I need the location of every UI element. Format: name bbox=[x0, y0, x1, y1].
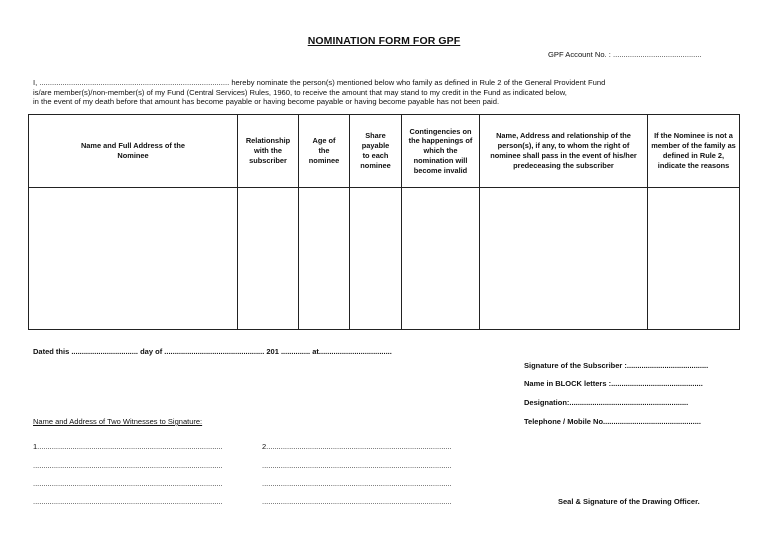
table-row bbox=[29, 188, 740, 330]
witness-1-line-2: ........................................................................................... bbox=[33, 461, 223, 470]
nominee-table bbox=[28, 114, 740, 330]
drawing-officer-seal: Seal & Signature of the Drawing Officer. bbox=[558, 497, 700, 506]
witnesses-heading: Name and Address of Two Witnesses to Signature: bbox=[33, 417, 203, 426]
telephone-mobile: Telephone / Mobile No............................................... bbox=[524, 417, 701, 426]
col-header-age: Age of the nominee bbox=[299, 115, 350, 188]
cell-share[interactable] bbox=[350, 188, 402, 330]
cell-reasons[interactable] bbox=[648, 188, 740, 330]
gpf-account-no: GPF Account No. : .......................................... bbox=[548, 50, 702, 59]
col-header-share: Share payable to each nominee bbox=[350, 115, 402, 188]
page-title: NOMINATION FORM FOR GPF bbox=[307, 35, 461, 47]
designation: Designation:......................................................... bbox=[524, 398, 689, 407]
cell-name-address[interactable] bbox=[29, 188, 238, 330]
name-block-letters: Name in BLOCK letters :............................................ bbox=[524, 379, 703, 388]
signature-subscriber: Signature of the Subscriber :....................................... bbox=[524, 361, 709, 370]
col-header-name-address: Name and Full Address of the Nominee bbox=[29, 115, 238, 188]
witness-1-line-4: ........................................................................................... bbox=[33, 497, 223, 506]
cell-relationship[interactable] bbox=[238, 188, 299, 330]
declaration-line-2: is/are member(s)/non-member(s) of my Fund (Central Services) Rules, 1960, to receive the amount that may stand to my credit in the Fund as indicated below, bbox=[33, 87, 567, 97]
col-header-contingencies: Contingencies on the happenings of which the nomination will become invalid bbox=[402, 115, 480, 188]
col-header-successor: Name, Address and relationship of the person(s), if any, to whom the right of nominee shall pass in the event of his/her predeceasing the subscriber bbox=[480, 115, 648, 188]
table-header-row bbox=[29, 115, 740, 188]
witness-1-line-3: ........................................................................................... bbox=[33, 479, 223, 488]
col-header-reasons: If the Nominee is not a member of the family as defined in Rule 2, indicate the reasons bbox=[648, 115, 740, 188]
witness-2-line-1: 2......................................................................................... bbox=[262, 442, 452, 451]
witness-2-line-3: ........................................................................................... bbox=[262, 479, 452, 488]
col-header-relationship: Relationship with the subscriber bbox=[238, 115, 299, 188]
dated-line: Dated this ................................ day of ................................................ 201 .............. at................................... bbox=[33, 347, 392, 356]
declaration-line-1: I, .......................................................................................... hereby nominate the person(s) mentioned below who family as defined in Rule 2 of the General Provident Fund bbox=[33, 78, 606, 87]
witness-2-line-2: ........................................................................................... bbox=[262, 461, 452, 470]
witness-1-line-1: 1......................................................................................... bbox=[33, 442, 223, 451]
cell-age[interactable] bbox=[299, 188, 350, 330]
declaration-line-3: in the event of my death before that amount has become payable or having become payable or having become payable has not been paid. bbox=[33, 97, 500, 107]
cell-contingencies[interactable] bbox=[402, 188, 480, 330]
nomination-declaration bbox=[33, 78, 736, 107]
witness-2-line-4: ........................................................................................... bbox=[262, 497, 452, 506]
cell-successor[interactable] bbox=[480, 188, 648, 330]
